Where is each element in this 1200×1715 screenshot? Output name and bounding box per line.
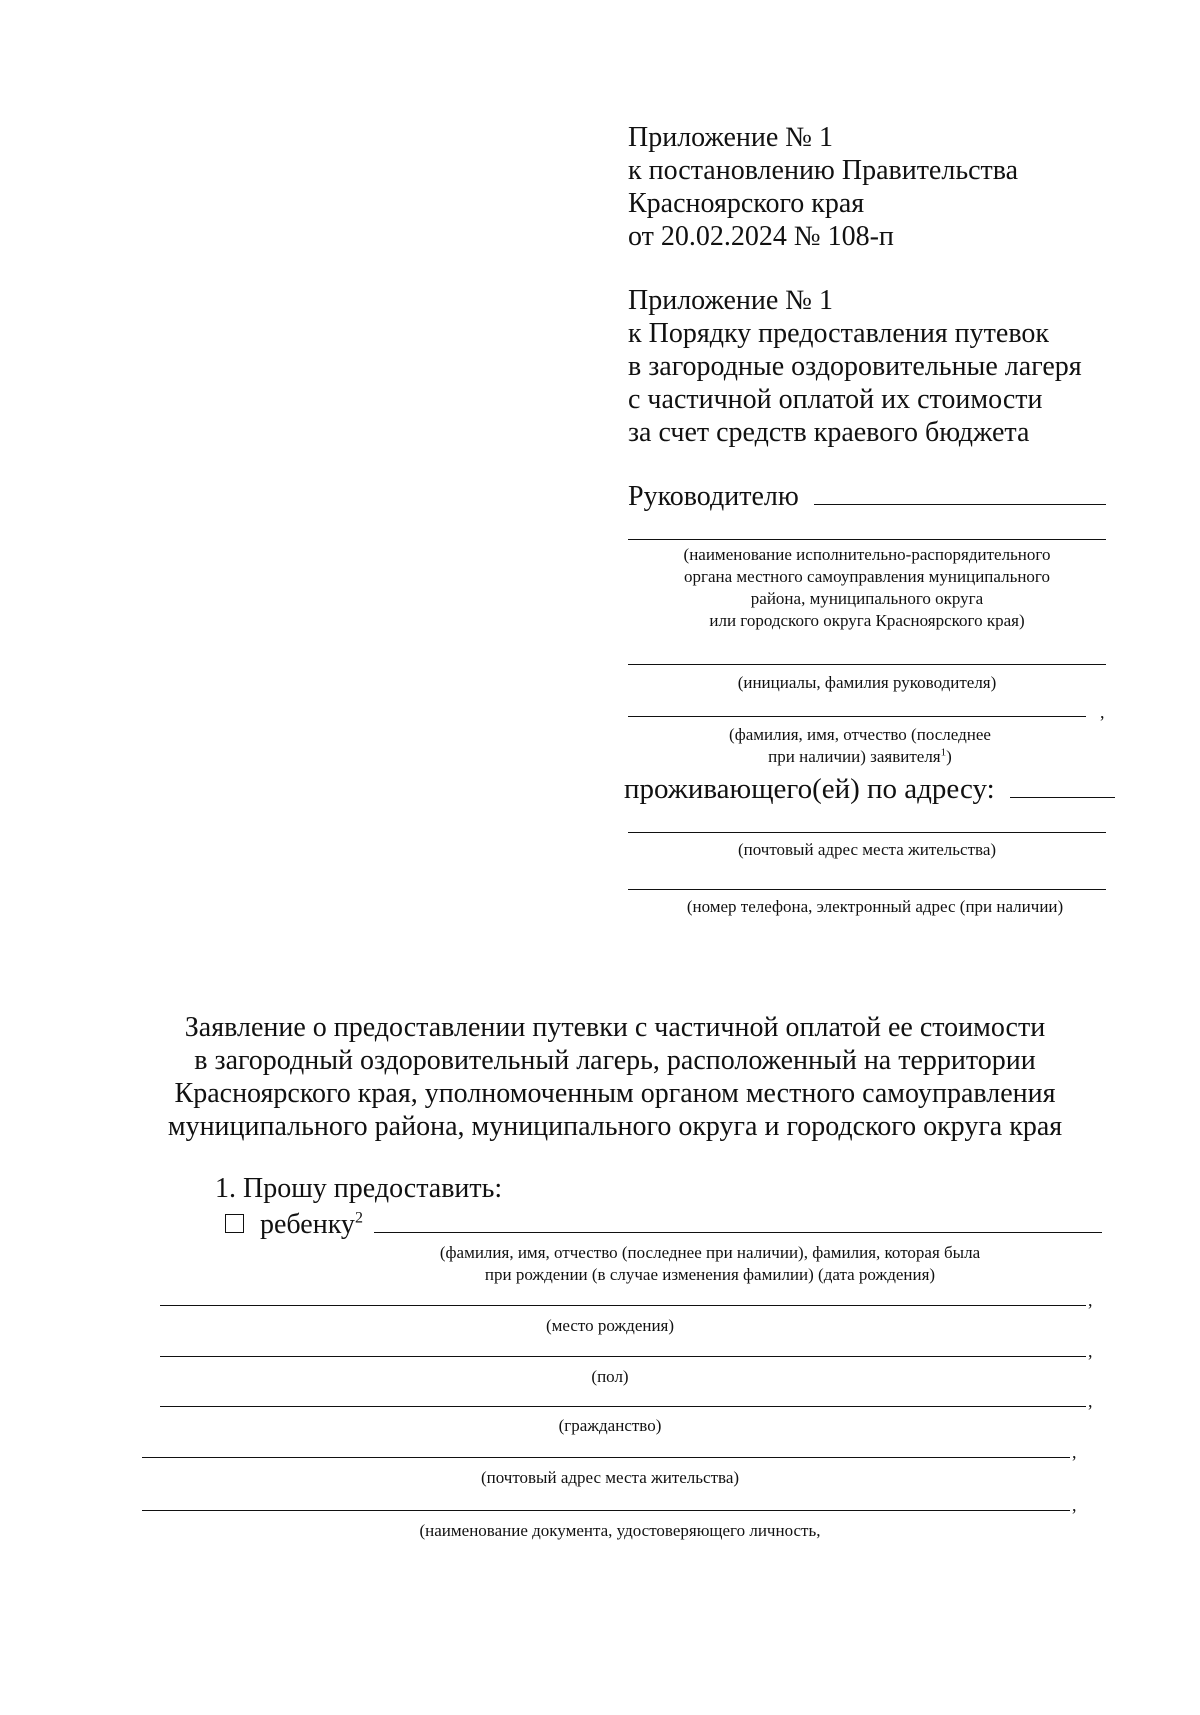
annex-line: к постановлению Правительства [628, 155, 1019, 186]
item-1-heading: 1. Прошу предоставить: [215, 1173, 503, 1204]
annex-line: Приложение № 1 [628, 122, 833, 153]
applicant-caption: (фамилия, имя, отчество (последнее при наличии) заявителя$^1$) [729, 725, 991, 766]
address-row [624, 773, 1114, 806]
identity-document-field[interactable] [142, 1510, 1070, 1511]
comma: , [1088, 1341, 1093, 1361]
address-field-inline[interactable] [1010, 797, 1115, 798]
comma: , [1100, 702, 1105, 722]
applicant-name-field[interactable] [628, 716, 1086, 717]
annex-line: к Порядку предоставления путевок [628, 318, 1049, 349]
comma: , [1088, 1391, 1093, 1411]
child-caption: (фамилия, имя, отчество (последнее при наличии), фамилия, которая была при рождении (в случае изменения фамилии) (дата рождения) [439, 1243, 981, 1284]
annex-line: с частичной оплатой их стоимости [628, 384, 1043, 415]
child-label: ребенку [260, 1209, 355, 1240]
postal-field[interactable] [142, 1457, 1070, 1458]
child-footnote: 2 [354, 1209, 363, 1227]
citizenship-caption: (гражданство) [558, 1416, 662, 1435]
child-name-field[interactable] [374, 1232, 1102, 1233]
annex-block-resolution [628, 121, 1018, 253]
annex-line: от 20.02.2024 № 108-п [628, 221, 894, 252]
sex-field[interactable] [160, 1356, 1086, 1357]
address-caption: (почтовый адрес места жительства) [737, 840, 997, 859]
to-head-field[interactable] [814, 504, 1106, 505]
contact-caption: (номер телефона, электронный адрес (при наличии) [686, 897, 1064, 916]
address-label: проживающего(ей) по адресу: [624, 773, 995, 805]
postal-caption: (почтовый адрес места жительства) [480, 1468, 740, 1487]
to-head-label: Руководителю [628, 481, 799, 512]
head-name-caption: (инициалы, фамилия руководителя) [737, 673, 997, 692]
citizenship-field[interactable] [160, 1406, 1086, 1407]
child-checkbox[interactable] [225, 1214, 244, 1233]
annex-line: в загородные оздоровительные лагеря [628, 351, 1082, 382]
identity-document-caption: (наименование документа, удостоверяющего личность, [419, 1521, 821, 1540]
comma: , [1088, 1290, 1093, 1310]
sex-caption: (пол) [591, 1367, 629, 1386]
to-head-row [628, 480, 1106, 513]
comma: , [1072, 1442, 1077, 1462]
address-field[interactable] [628, 832, 1106, 833]
birthplace-caption: (место рождения) [545, 1316, 675, 1335]
contact-field[interactable] [628, 889, 1106, 890]
head-name-field[interactable] [628, 664, 1106, 665]
child-row [225, 1208, 1102, 1241]
birthplace-field[interactable] [160, 1305, 1086, 1306]
annex-block-procedure [628, 284, 1082, 449]
application-title: Заявление о предоставлении путевки с частичной оплатой ее стоимости в загородный оздоровительный лагерь, расположенный на территории Красноярского края, уполномоченным органом местного самоуправления муниципального района, муниципального округа и городского округа края [167, 1012, 1063, 1142]
org-name-field[interactable] [628, 539, 1106, 540]
annex-line: Приложение № 1 [628, 285, 833, 316]
org-name-caption: (наименование исполнительно-распорядительного органа местного самоуправления муниципального района, муниципального округа или городского округа Красноярского края) [683, 545, 1051, 630]
annex-line: за счет средств краевого бюджета [628, 417, 1030, 448]
comma: , [1072, 1495, 1077, 1515]
annex-line: Красноярского края [628, 188, 865, 219]
